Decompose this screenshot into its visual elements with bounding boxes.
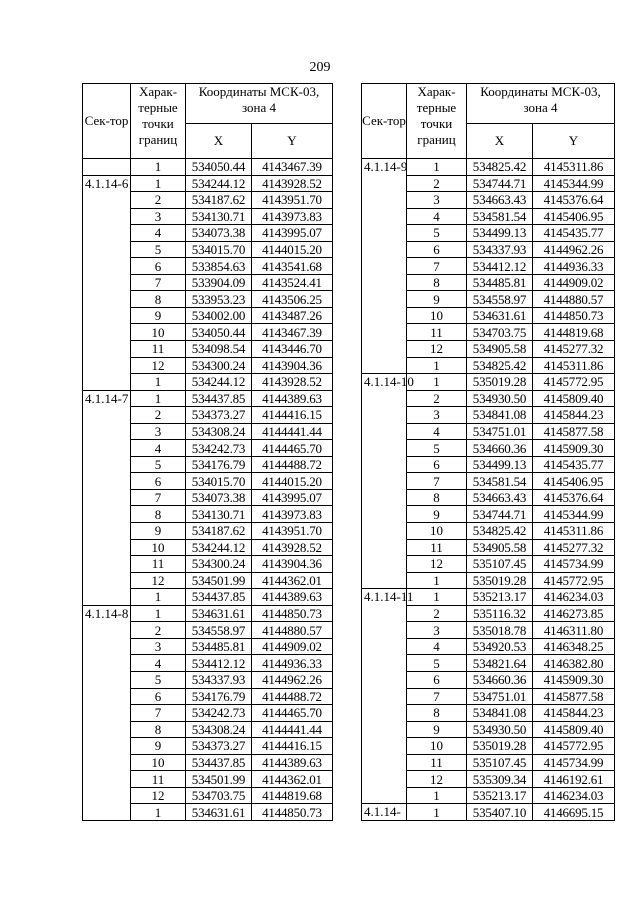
x-coordinate-cell: 534841.08	[467, 705, 533, 722]
y-coordinate-cell: 4144389.63	[252, 390, 333, 407]
x-coordinate-cell: 534244.12	[186, 175, 252, 192]
table-row	[83, 605, 333, 622]
y-coordinate-cell: 4143928.52	[252, 175, 333, 192]
y-coordinate-cell: 4146382.80	[533, 655, 615, 672]
x-coordinate-cell: 534098.54	[186, 341, 252, 358]
y-coordinate-cell: 4144362.01	[252, 771, 333, 788]
header-points: Харак-терные точки границ	[131, 84, 186, 159]
point-number-cell: 8	[131, 291, 186, 308]
y-coordinate-cell: 4144362.01	[252, 572, 333, 589]
x-coordinate-cell: 534499.13	[467, 225, 533, 242]
x-coordinate-cell: 534930.50	[467, 721, 533, 738]
y-coordinate-cell: 4145376.64	[533, 192, 615, 209]
table-row	[83, 175, 333, 192]
x-coordinate-cell: 534130.71	[186, 506, 252, 523]
point-number-cell: 9	[407, 291, 467, 308]
y-coordinate-cell: 4143487.26	[252, 307, 333, 324]
sector-cell	[83, 159, 131, 176]
x-coordinate-cell: 534703.75	[186, 787, 252, 804]
x-coordinate-cell: 534130.71	[186, 208, 252, 225]
point-number-cell: 8	[131, 506, 186, 523]
header-sector: Сек-тор	[362, 84, 407, 159]
sector-cell: 4.1.14-11	[362, 589, 407, 804]
point-number-cell: 10	[131, 324, 186, 341]
y-coordinate-cell: 4144465.70	[252, 705, 333, 722]
y-coordinate-cell: 4144416.15	[252, 738, 333, 755]
x-coordinate-cell: 534631.61	[186, 605, 252, 622]
x-coordinate-cell: 534187.62	[186, 523, 252, 540]
x-coordinate-cell: 534187.62	[186, 192, 252, 209]
x-coordinate-cell: 534930.50	[467, 390, 533, 407]
point-number-cell: 9	[131, 307, 186, 324]
point-number-cell: 12	[131, 357, 186, 374]
x-coordinate-cell: 534073.38	[186, 489, 252, 506]
x-coordinate-cell: 533904.09	[186, 274, 252, 291]
x-coordinate-cell: 534412.12	[467, 258, 533, 275]
point-number-cell: 6	[407, 241, 467, 258]
header-coords: Координаты МСК-03, зона 4	[467, 84, 615, 124]
y-coordinate-cell: 4144850.73	[252, 804, 333, 821]
point-number-cell: 10	[407, 307, 467, 324]
sector-cell: 4.1.14-10	[362, 374, 407, 589]
point-number-cell: 10	[407, 523, 467, 540]
x-coordinate-cell: 534050.44	[186, 324, 252, 341]
y-coordinate-cell: 4145809.40	[533, 390, 615, 407]
y-coordinate-cell: 4143904.36	[252, 357, 333, 374]
point-number-cell: 3	[131, 638, 186, 655]
point-number-cell: 7	[131, 705, 186, 722]
y-coordinate-cell: 4143995.07	[252, 489, 333, 506]
point-number-cell: 7	[131, 489, 186, 506]
x-coordinate-cell: 534905.58	[467, 539, 533, 556]
sector-cell: 4.1.14-7	[83, 390, 131, 605]
x-coordinate-cell: 534501.99	[186, 572, 252, 589]
x-coordinate-cell: 534437.85	[186, 390, 252, 407]
point-number-cell: 10	[407, 738, 467, 755]
point-number-cell: 9	[131, 523, 186, 540]
point-number-cell: 1	[131, 589, 186, 606]
point-number-cell: 1	[407, 572, 467, 589]
y-coordinate-cell: 4146192.61	[533, 771, 615, 788]
x-coordinate-cell: 534825.42	[467, 357, 533, 374]
x-coordinate-cell: 533953.23	[186, 291, 252, 308]
x-coordinate-cell: 535019.28	[467, 738, 533, 755]
x-coordinate-cell: 534073.38	[186, 225, 252, 242]
y-coordinate-cell: 4145734.99	[533, 754, 615, 771]
x-coordinate-cell: 535107.45	[467, 556, 533, 573]
point-number-cell: 7	[407, 473, 467, 490]
y-coordinate-cell: 4144015.20	[252, 473, 333, 490]
point-number-cell: 3	[131, 423, 186, 440]
y-coordinate-cell: 4145311.86	[533, 523, 615, 540]
x-coordinate-cell: 534308.24	[186, 423, 252, 440]
y-coordinate-cell: 4144909.02	[533, 274, 615, 291]
point-number-cell: 1	[131, 159, 186, 176]
x-coordinate-cell: 534308.24	[186, 721, 252, 738]
point-number-cell: 3	[131, 208, 186, 225]
point-number-cell: 7	[407, 258, 467, 275]
point-number-cell: 11	[407, 324, 467, 341]
x-coordinate-cell: 534244.12	[186, 374, 252, 391]
x-coordinate-cell: 534485.81	[467, 274, 533, 291]
point-number-cell: 12	[131, 787, 186, 804]
table-row	[362, 159, 615, 176]
y-coordinate-cell: 4144850.73	[533, 307, 615, 324]
x-coordinate-cell: 534703.75	[467, 324, 533, 341]
y-coordinate-cell: 4143524.41	[252, 274, 333, 291]
x-coordinate-cell: 534631.61	[186, 804, 252, 821]
point-number-cell: 4	[407, 208, 467, 225]
point-number-cell: 1	[131, 804, 186, 821]
y-coordinate-cell: 4145277.32	[533, 341, 615, 358]
x-coordinate-cell: 534751.01	[467, 688, 533, 705]
y-coordinate-cell: 4143467.39	[252, 159, 333, 176]
x-coordinate-cell: 534744.71	[467, 175, 533, 192]
y-coordinate-cell: 4143951.70	[252, 192, 333, 209]
point-number-cell: 2	[407, 175, 467, 192]
point-number-cell: 1	[407, 357, 467, 374]
x-coordinate-cell: 534337.93	[467, 241, 533, 258]
x-coordinate-cell: 535213.17	[467, 589, 533, 606]
y-coordinate-cell: 4144880.57	[533, 291, 615, 308]
x-coordinate-cell: 534300.24	[186, 357, 252, 374]
header-points: Харак-терные точки границ	[407, 84, 467, 159]
x-coordinate-cell: 534501.99	[186, 771, 252, 788]
header-x: X	[467, 124, 533, 159]
y-coordinate-cell: 4143506.25	[252, 291, 333, 308]
point-number-cell: 2	[131, 192, 186, 209]
x-coordinate-cell: 534825.42	[467, 159, 533, 176]
point-number-cell: 9	[407, 721, 467, 738]
point-number-cell: 7	[131, 274, 186, 291]
point-number-cell: 4	[407, 423, 467, 440]
sector-cell: 4.1.14-6	[83, 175, 131, 390]
point-number-cell: 3	[407, 622, 467, 639]
x-coordinate-cell: 534373.27	[186, 407, 252, 424]
x-coordinate-cell: 534437.85	[186, 754, 252, 771]
table-row	[83, 390, 333, 407]
point-number-cell: 5	[131, 456, 186, 473]
point-number-cell: 1	[407, 374, 467, 391]
x-coordinate-cell: 534558.97	[467, 291, 533, 308]
y-coordinate-cell: 4145772.95	[533, 572, 615, 589]
x-coordinate-cell: 534920.53	[467, 638, 533, 655]
point-number-cell: 11	[131, 771, 186, 788]
x-coordinate-cell: 534660.36	[467, 671, 533, 688]
y-coordinate-cell: 4145909.30	[533, 440, 615, 457]
point-number-cell: 5	[407, 655, 467, 672]
point-number-cell: 12	[131, 572, 186, 589]
y-coordinate-cell: 4145877.58	[533, 688, 615, 705]
x-coordinate-cell: 534581.54	[467, 473, 533, 490]
point-number-cell: 10	[131, 539, 186, 556]
y-coordinate-cell: 4144488.72	[252, 456, 333, 473]
x-coordinate-cell: 534412.12	[186, 655, 252, 672]
point-number-cell: 6	[131, 688, 186, 705]
point-number-cell: 6	[131, 473, 186, 490]
point-number-cell: 1	[407, 787, 467, 804]
table-row	[362, 589, 615, 606]
x-coordinate-cell: 534660.36	[467, 440, 533, 457]
x-coordinate-cell: 534015.70	[186, 473, 252, 490]
y-coordinate-cell: 4145909.30	[533, 671, 615, 688]
x-coordinate-cell: 534485.81	[186, 638, 252, 655]
point-number-cell: 7	[407, 688, 467, 705]
header-coords: Координаты МСК-03, зона 4	[186, 84, 333, 124]
y-coordinate-cell: 4144441.44	[252, 721, 333, 738]
x-coordinate-cell: 534300.24	[186, 556, 252, 573]
y-coordinate-cell: 4144465.70	[252, 440, 333, 457]
point-number-cell: 5	[131, 241, 186, 258]
y-coordinate-cell: 4145311.86	[533, 159, 615, 176]
x-coordinate-cell: 535019.28	[467, 572, 533, 589]
y-coordinate-cell: 4143951.70	[252, 523, 333, 540]
header-y: Y	[252, 124, 333, 159]
x-coordinate-cell: 534176.79	[186, 456, 252, 473]
y-coordinate-cell: 4144389.63	[252, 589, 333, 606]
y-coordinate-cell: 4143467.39	[252, 324, 333, 341]
x-coordinate-cell: 534050.44	[186, 159, 252, 176]
point-number-cell: 1	[407, 159, 467, 176]
y-coordinate-cell: 4144909.02	[252, 638, 333, 655]
y-coordinate-cell: 4145772.95	[533, 374, 615, 391]
y-coordinate-cell: 4145772.95	[533, 738, 615, 755]
point-number-cell: 11	[407, 539, 467, 556]
point-number-cell: 2	[407, 605, 467, 622]
point-number-cell: 8	[407, 489, 467, 506]
y-coordinate-cell: 4144416.15	[252, 407, 333, 424]
y-coordinate-cell: 4145344.99	[533, 175, 615, 192]
point-number-cell: 2	[131, 407, 186, 424]
point-number-cell: 6	[407, 456, 467, 473]
y-coordinate-cell: 4146234.03	[533, 787, 615, 804]
point-number-cell: 1	[131, 175, 186, 192]
point-number-cell: 4	[407, 638, 467, 655]
x-coordinate-cell: 535116.32	[467, 605, 533, 622]
point-number-cell: 12	[407, 556, 467, 573]
point-number-cell: 4	[131, 655, 186, 672]
x-coordinate-cell: 534558.97	[186, 622, 252, 639]
x-coordinate-cell: 534015.70	[186, 241, 252, 258]
y-coordinate-cell: 4145311.86	[533, 357, 615, 374]
x-coordinate-cell: 534337.93	[186, 671, 252, 688]
y-coordinate-cell: 4144962.26	[533, 241, 615, 258]
x-coordinate-cell: 534631.61	[467, 307, 533, 324]
header-x: X	[186, 124, 252, 159]
y-coordinate-cell: 4143541.68	[252, 258, 333, 275]
y-coordinate-cell: 4145406.95	[533, 208, 615, 225]
y-coordinate-cell: 4145344.99	[533, 506, 615, 523]
x-coordinate-cell: 534825.42	[467, 523, 533, 540]
table-row	[362, 374, 615, 391]
x-coordinate-cell: 534242.73	[186, 440, 252, 457]
x-coordinate-cell: 535019.28	[467, 374, 533, 391]
y-coordinate-cell: 4143446.70	[252, 341, 333, 358]
y-coordinate-cell: 4146348.25	[533, 638, 615, 655]
y-coordinate-cell: 4143928.52	[252, 539, 333, 556]
point-number-cell: 8	[407, 705, 467, 722]
point-number-cell: 2	[131, 622, 186, 639]
point-number-cell: 3	[407, 192, 467, 209]
y-coordinate-cell: 4145809.40	[533, 721, 615, 738]
y-coordinate-cell: 4145844.23	[533, 705, 615, 722]
x-coordinate-cell: 534437.85	[186, 589, 252, 606]
y-coordinate-cell: 4144936.33	[533, 258, 615, 275]
point-number-cell: 1	[131, 390, 186, 407]
point-number-cell: 11	[131, 556, 186, 573]
y-coordinate-cell: 4145734.99	[533, 556, 615, 573]
coordinates-table-right	[361, 83, 615, 821]
point-number-cell: 6	[407, 671, 467, 688]
x-coordinate-cell: 534663.43	[467, 489, 533, 506]
y-coordinate-cell: 4146234.03	[533, 589, 615, 606]
point-number-cell: 12	[407, 341, 467, 358]
point-number-cell: 12	[407, 771, 467, 788]
x-coordinate-cell: 535309.34	[467, 771, 533, 788]
x-coordinate-cell: 535018.78	[467, 622, 533, 639]
sector-cell: 4.1.14-9	[362, 159, 407, 374]
y-coordinate-cell: 4145376.64	[533, 489, 615, 506]
header-sector: Сек-тор	[83, 84, 131, 159]
y-coordinate-cell: 4143928.52	[252, 374, 333, 391]
point-number-cell: 5	[407, 225, 467, 242]
y-coordinate-cell: 4144819.68	[252, 787, 333, 804]
sector-cell: 4.1.14-	[362, 804, 407, 821]
y-coordinate-cell: 4144819.68	[533, 324, 615, 341]
y-coordinate-cell: 4146311.80	[533, 622, 615, 639]
x-coordinate-cell: 534905.58	[467, 341, 533, 358]
x-coordinate-cell: 534373.27	[186, 738, 252, 755]
header-y: Y	[533, 124, 615, 159]
point-number-cell: 1	[407, 804, 467, 821]
point-number-cell: 8	[407, 274, 467, 291]
y-coordinate-cell: 4144015.20	[252, 241, 333, 258]
y-coordinate-cell: 4146695.15	[533, 804, 615, 821]
y-coordinate-cell: 4146273.85	[533, 605, 615, 622]
point-number-cell: 11	[407, 754, 467, 771]
y-coordinate-cell: 4145844.23	[533, 407, 615, 424]
y-coordinate-cell: 4145435.77	[533, 456, 615, 473]
point-number-cell: 4	[131, 225, 186, 242]
x-coordinate-cell: 535107.45	[467, 754, 533, 771]
x-coordinate-cell: 534244.12	[186, 539, 252, 556]
x-coordinate-cell: 534751.01	[467, 423, 533, 440]
x-coordinate-cell: 534581.54	[467, 208, 533, 225]
point-number-cell: 1	[407, 589, 467, 606]
y-coordinate-cell: 4143973.83	[252, 208, 333, 225]
point-number-cell: 8	[131, 721, 186, 738]
point-number-cell: 1	[131, 605, 186, 622]
point-number-cell: 3	[407, 407, 467, 424]
y-coordinate-cell: 4144488.72	[252, 688, 333, 705]
y-coordinate-cell: 4144850.73	[252, 605, 333, 622]
page-number: 209	[309, 60, 331, 75]
point-number-cell: 2	[407, 390, 467, 407]
point-number-cell: 1	[131, 374, 186, 391]
point-number-cell: 5	[131, 671, 186, 688]
x-coordinate-cell: 533854.63	[186, 258, 252, 275]
point-number-cell: 9	[131, 738, 186, 755]
x-coordinate-cell: 534002.00	[186, 307, 252, 324]
y-coordinate-cell: 4144880.57	[252, 622, 333, 639]
x-coordinate-cell: 534499.13	[467, 456, 533, 473]
y-coordinate-cell: 4144441.44	[252, 423, 333, 440]
x-coordinate-cell: 534242.73	[186, 705, 252, 722]
table-row	[362, 804, 615, 821]
sector-cell: 4.1.14-8	[83, 605, 131, 820]
point-number-cell: 10	[131, 754, 186, 771]
y-coordinate-cell: 4143995.07	[252, 225, 333, 242]
y-coordinate-cell: 4144389.63	[252, 754, 333, 771]
point-number-cell: 6	[131, 258, 186, 275]
y-coordinate-cell: 4145406.95	[533, 473, 615, 490]
y-coordinate-cell: 4145877.58	[533, 423, 615, 440]
x-coordinate-cell: 534821.64	[467, 655, 533, 672]
y-coordinate-cell: 4144962.26	[252, 671, 333, 688]
x-coordinate-cell: 535213.17	[467, 787, 533, 804]
y-coordinate-cell: 4145277.32	[533, 539, 615, 556]
point-number-cell: 11	[131, 341, 186, 358]
table-row	[83, 159, 333, 176]
y-coordinate-cell: 4144936.33	[252, 655, 333, 672]
x-coordinate-cell: 534663.43	[467, 192, 533, 209]
y-coordinate-cell: 4145435.77	[533, 225, 615, 242]
coordinates-table-left	[82, 83, 333, 821]
point-number-cell: 9	[407, 506, 467, 523]
point-number-cell: 5	[407, 440, 467, 457]
y-coordinate-cell: 4143973.83	[252, 506, 333, 523]
x-coordinate-cell: 534841.08	[467, 407, 533, 424]
x-coordinate-cell: 534744.71	[467, 506, 533, 523]
x-coordinate-cell: 534176.79	[186, 688, 252, 705]
y-coordinate-cell: 4143904.36	[252, 556, 333, 573]
x-coordinate-cell: 535407.10	[467, 804, 533, 821]
point-number-cell: 4	[131, 440, 186, 457]
